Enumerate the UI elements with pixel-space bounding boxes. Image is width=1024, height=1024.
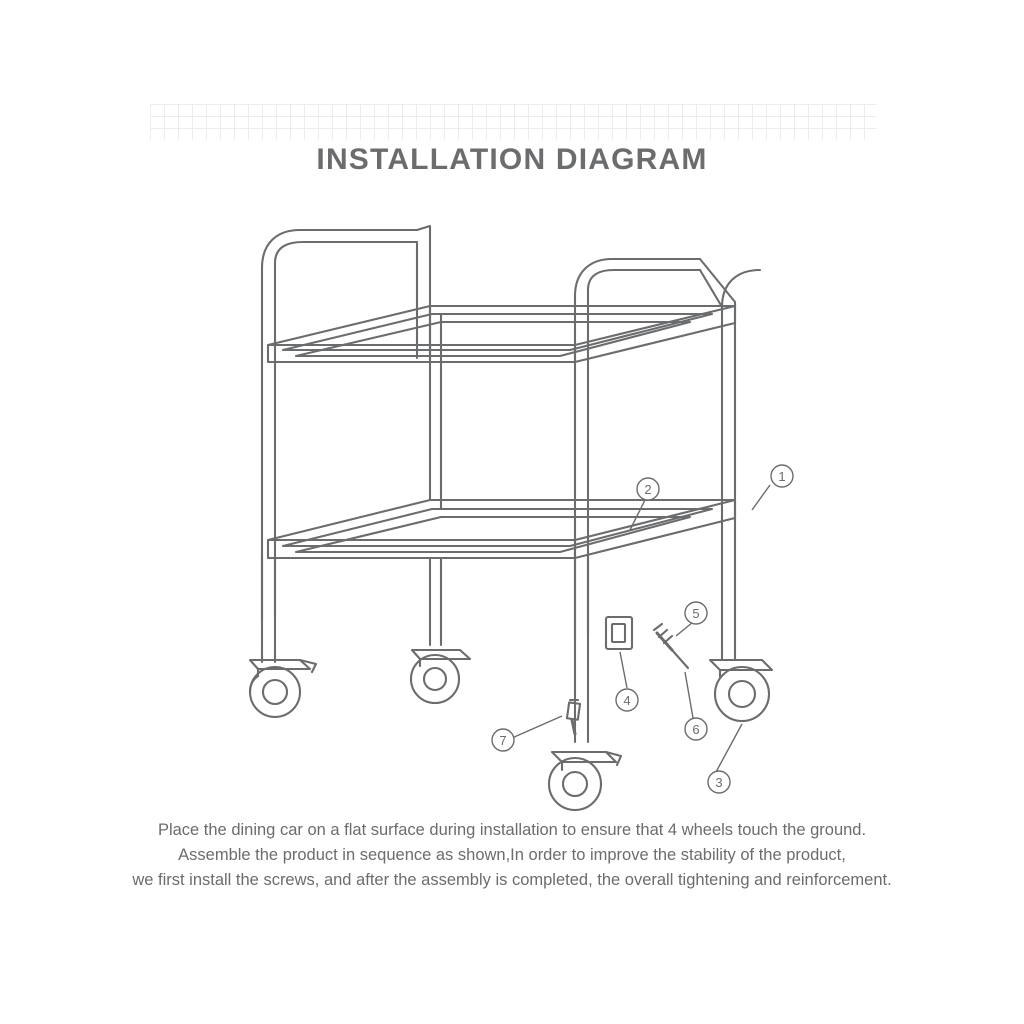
callout-5 bbox=[685, 602, 707, 624]
caption-line-3: we first install the screws, and after the assembly is completed, the overall tightening and reinforcement. bbox=[132, 871, 892, 889]
callout-7-label: 7 bbox=[499, 733, 507, 748]
caster-rear-left bbox=[250, 660, 316, 717]
right-post-top-bend bbox=[575, 259, 700, 296]
page-title: INSTALLATION DIAGRAM bbox=[316, 143, 708, 176]
callout-6 bbox=[685, 718, 707, 740]
callout-2-label: 2 bbox=[644, 482, 652, 497]
caster-front-detached bbox=[549, 752, 621, 810]
lower-shelf bbox=[268, 500, 735, 558]
leader-7 bbox=[512, 716, 562, 738]
callout-7 bbox=[492, 729, 514, 751]
callout-1-label: 1 bbox=[778, 469, 786, 484]
bolt-part-7 bbox=[567, 700, 580, 734]
callout-1 bbox=[771, 465, 793, 487]
callout-5-label: 5 bbox=[692, 606, 700, 621]
callout-2 bbox=[637, 478, 659, 500]
caption-line-1: Place the dining car on a flat surface during installation to ensure that 4 wheels touch the ground. bbox=[157, 821, 867, 839]
callout-4 bbox=[616, 689, 638, 711]
leader-1 bbox=[752, 485, 770, 510]
leader-6 bbox=[685, 672, 693, 718]
centre-front-leg bbox=[575, 558, 588, 742]
callout-3 bbox=[708, 771, 730, 793]
caster-middle bbox=[411, 650, 470, 703]
instruction-caption bbox=[70, 818, 954, 893]
leader-5 bbox=[676, 622, 693, 636]
leader-3 bbox=[716, 724, 742, 772]
right-front-leg bbox=[722, 646, 735, 660]
leader-4 bbox=[620, 652, 627, 688]
left-handle-post bbox=[262, 226, 430, 620]
caption-line-2: Assemble the product in sequence as shown,In order to improve the stability of the product, bbox=[178, 846, 846, 864]
callout-3-label: 3 bbox=[715, 775, 723, 790]
upper-shelf bbox=[268, 306, 735, 362]
caster-right bbox=[710, 660, 772, 721]
callout-4-label: 4 bbox=[623, 693, 631, 708]
leg-mounting-plate bbox=[606, 617, 632, 649]
leader-2 bbox=[630, 500, 645, 530]
callout-6-label: 6 bbox=[692, 722, 700, 737]
